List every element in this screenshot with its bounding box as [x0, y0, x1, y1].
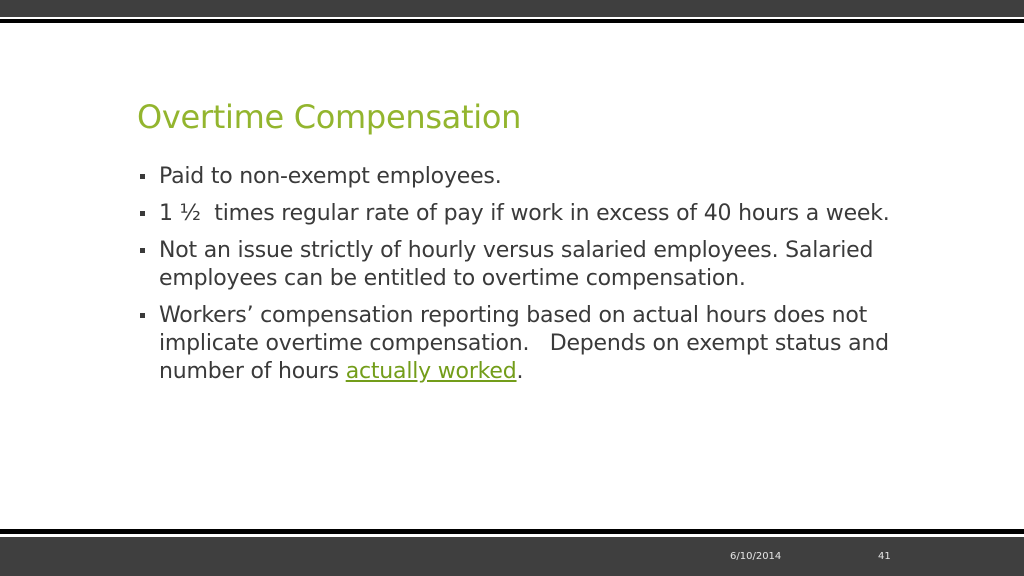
footer-date: 6/10/2014	[730, 551, 782, 562]
bullet-item	[137, 163, 897, 191]
square-bullet-icon	[140, 174, 145, 179]
slide-title: Overtime Compensation	[137, 98, 522, 136]
bullet-text: Paid to non-exempt employees.	[159, 164, 502, 189]
bullet-text: 1 ½ times regular rate of pay if work in excess of 40 hours a week.	[159, 201, 890, 226]
bullet-text: Workers’ compensation reporting based on actual hours does not implicate overtime compensation. Depends on exempt status and number of hours	[159, 303, 896, 384]
bullet-item	[137, 302, 897, 386]
footer-band	[0, 537, 1024, 576]
bullet-item	[137, 200, 897, 228]
page-number: 41	[878, 551, 891, 562]
bottom-divider-line	[0, 529, 1024, 534]
bullet-text-end: .	[516, 359, 524, 384]
square-bullet-icon	[140, 313, 145, 318]
square-bullet-icon	[140, 211, 145, 216]
bullet-text: Not an issue strictly of hourly versus salaried employees. Salaried employees can be entitled to overtime compensation.	[159, 238, 874, 291]
top-header-band	[0, 0, 1024, 17]
bullet-item	[137, 237, 897, 293]
actually-worked-link[interactable]: actually worked	[345, 359, 517, 384]
top-divider-line	[0, 19, 1024, 23]
bullet-list	[137, 163, 897, 395]
square-bullet-icon	[140, 248, 145, 253]
